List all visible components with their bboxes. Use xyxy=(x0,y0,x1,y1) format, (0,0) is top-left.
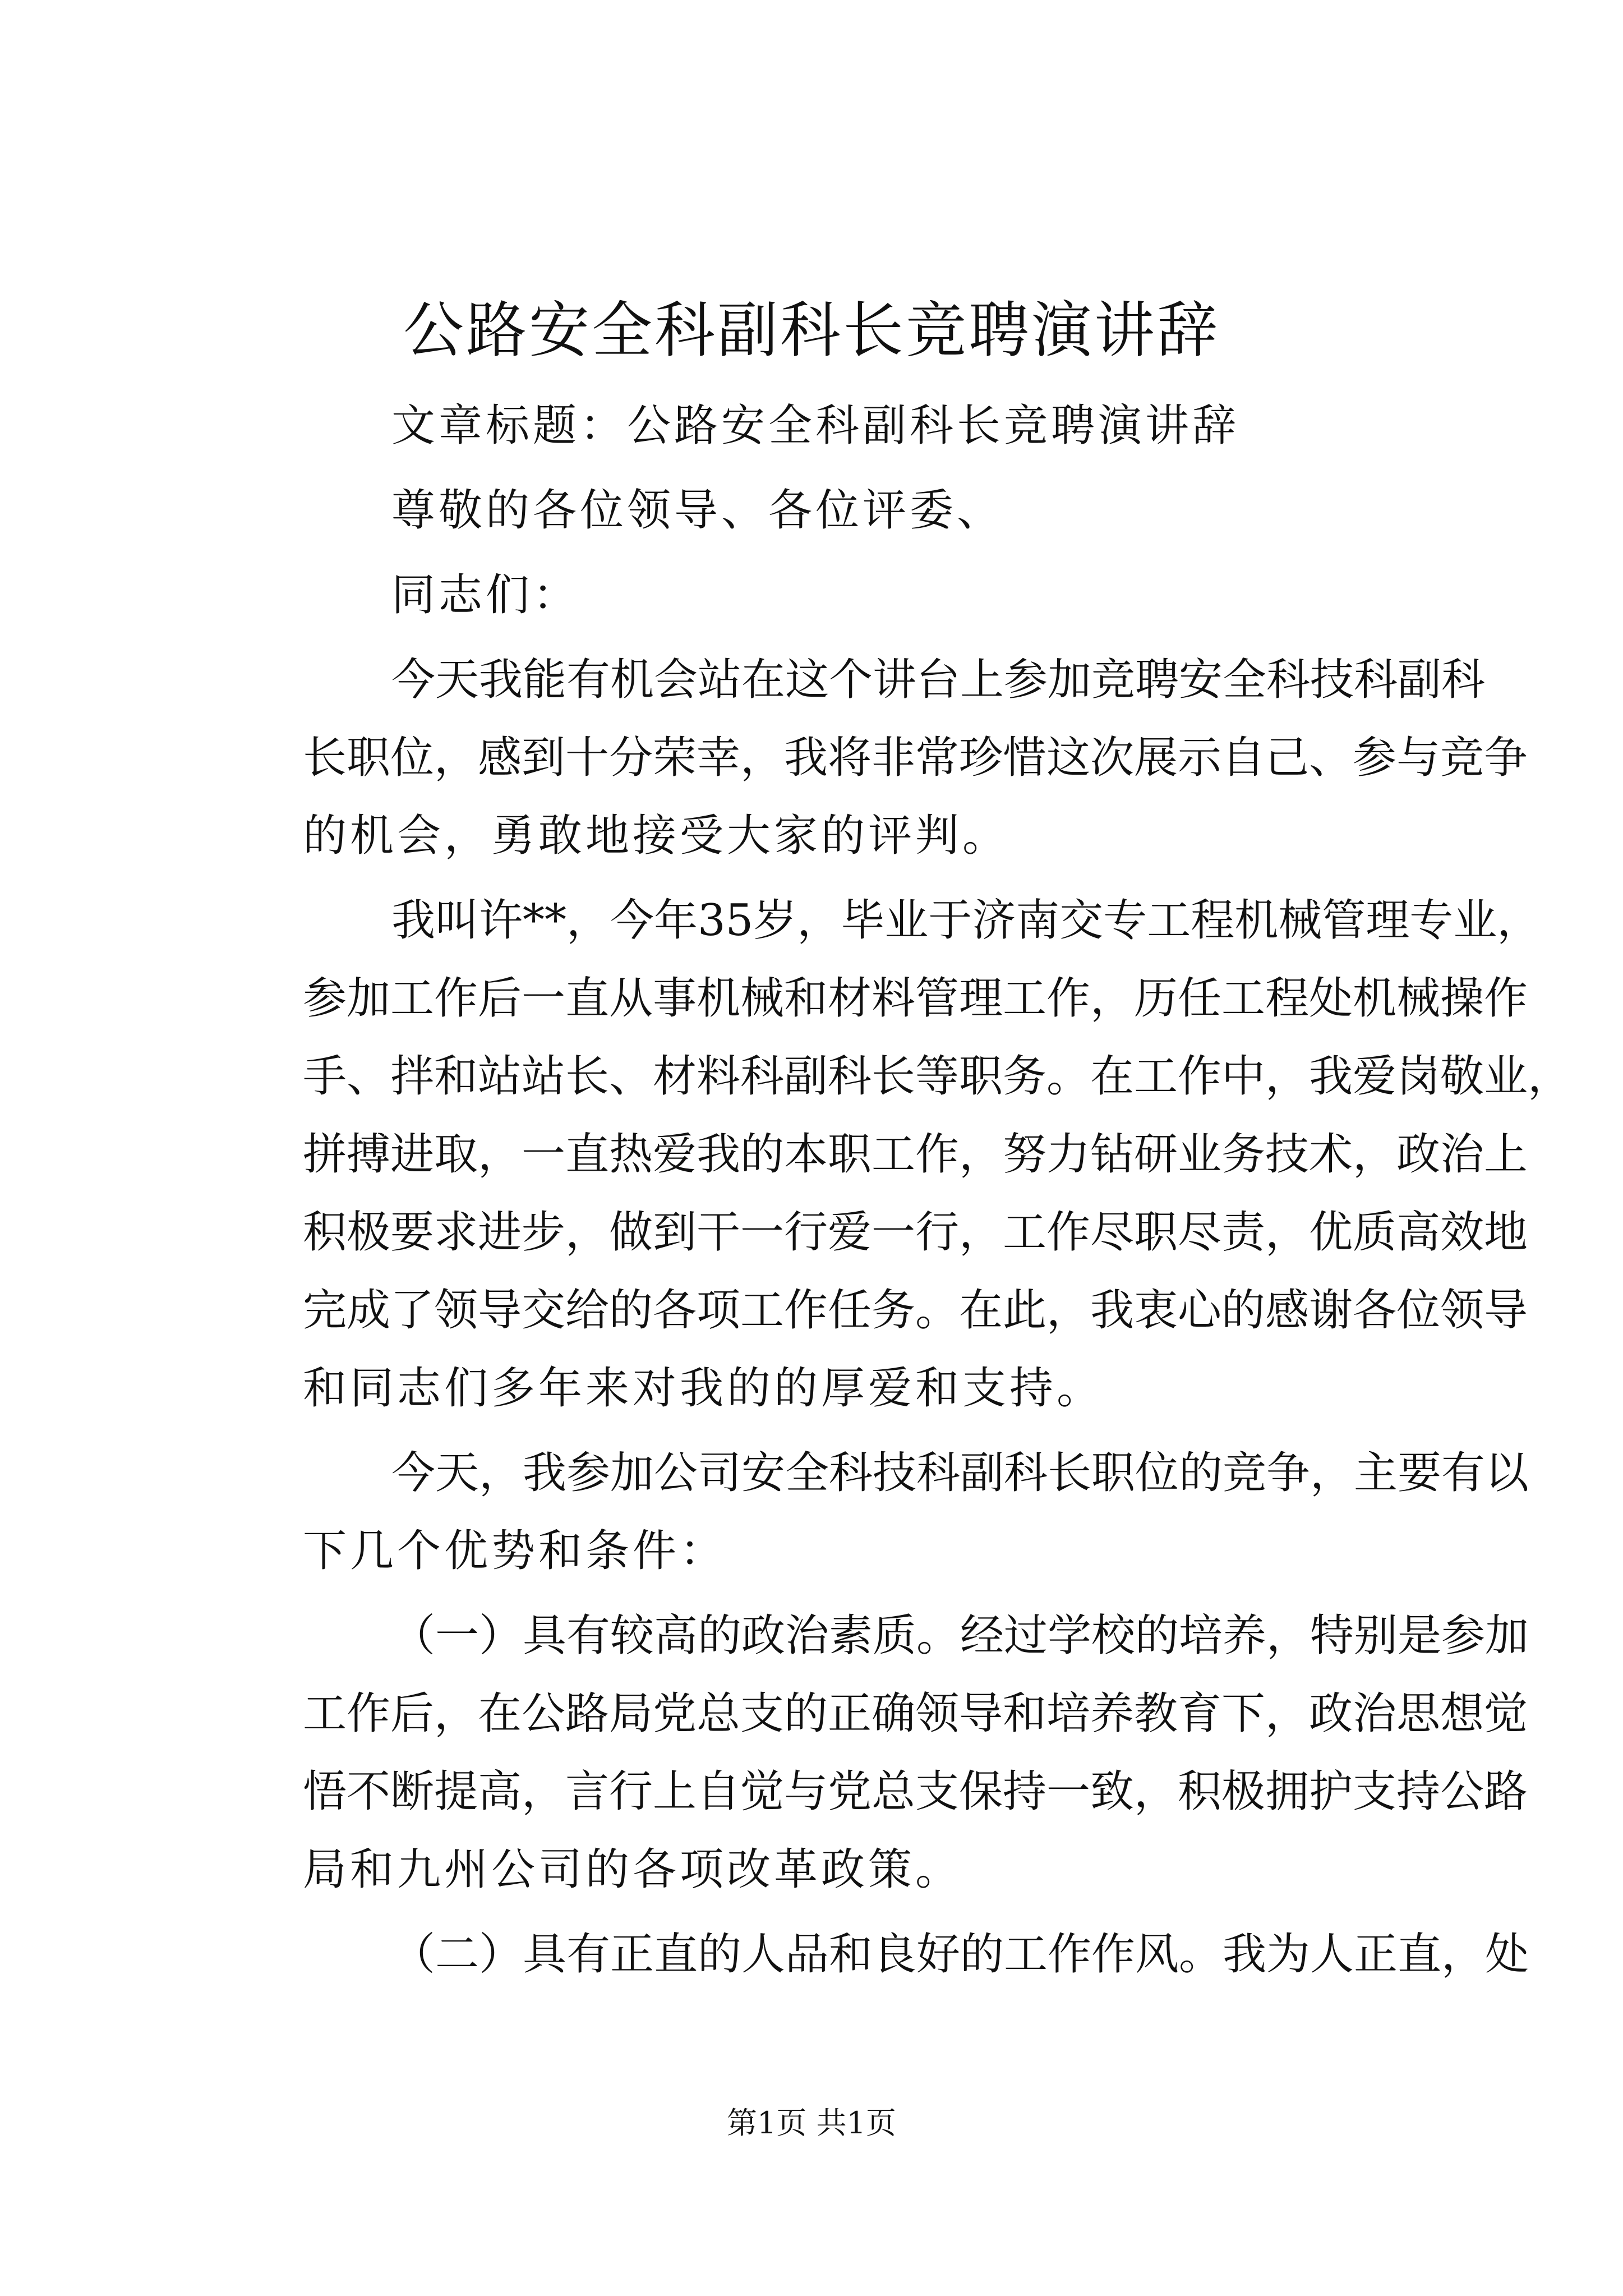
text-line: 今天我能有机会站在这个讲台上参加竞聘安全科技科副科 xyxy=(391,655,1486,705)
text-line: 同志们： xyxy=(391,570,580,620)
text-line: 我叫许**，今年35岁，毕业于济南交专工程机械管理专业， xyxy=(391,895,1541,946)
paragraph-gap xyxy=(303,465,1413,472)
document-title: 公路安全科副科长竞聘演讲辞 xyxy=(403,296,1220,366)
text-line: 完成了领导交给的各项工作任务。在此，我衷心的感谢各位领导 xyxy=(303,1285,1528,1336)
text-line: 文章标题：公路安全科副科长竞聘演讲辞 xyxy=(391,401,1240,451)
text-line: 的机会，勇敢地接受大家的评判。 xyxy=(303,811,1010,861)
paragraph-gap xyxy=(303,1590,1413,1597)
text-line: 拼搏进取，一直热爱我的本职工作，努力钻研业务技术，政治上 xyxy=(303,1129,1528,1180)
paragraph-gap xyxy=(303,875,1413,882)
text-line: 参加工作后一直从事机械和材料管理工作，历任工程处机械操作 xyxy=(303,973,1528,1024)
text-line: 悟不断提高，言行上自觉与党总支保持一致，积极拥护支持公路 xyxy=(303,1766,1528,1817)
paragraph-gap xyxy=(303,550,1413,556)
text-line: 今天，我参加公司安全科技科副科长职位的竞争，主要有以 xyxy=(391,1448,1529,1498)
paragraph-gap xyxy=(303,1909,1413,1916)
text-line: 和同志们多年来对我的的厚爱和支持。 xyxy=(303,1363,1104,1414)
text-line: （二）具有正直的人品和良好的工作作风。我为人正直，处 xyxy=(391,1929,1529,1980)
paragraph-gap xyxy=(303,634,1413,641)
text-line: 积极要求进步，做到干一行爱一行，工作尽职尽责，优质高效地 xyxy=(303,1207,1528,1258)
text-line: （一）具有较高的政治素质。经过学校的培养，特别是参加 xyxy=(391,1611,1529,1661)
text-line: 手、拌和站站长、材料科副科长等职务。在工作中，我爱岗敬业， xyxy=(303,1051,1572,1102)
text-line: 工作后，在公路局党总支的正确领导和培养教育下，政治思想觉 xyxy=(303,1688,1528,1739)
text-line: 下几个优势和条件： xyxy=(303,1526,727,1576)
document-body xyxy=(303,387,1572,1994)
page-footer: 第1页 共1页 xyxy=(727,2105,896,2141)
text-line: 局和九州公司的各项改革政策。 xyxy=(303,1844,963,1895)
paragraph-gap xyxy=(303,1428,1413,1434)
text-line: 长职位，感到十分荣幸，我将非常珍惜这次展示自己、参与竞争 xyxy=(303,733,1528,783)
text-line: 尊敬的各位领导、各位评委、 xyxy=(391,485,1004,536)
